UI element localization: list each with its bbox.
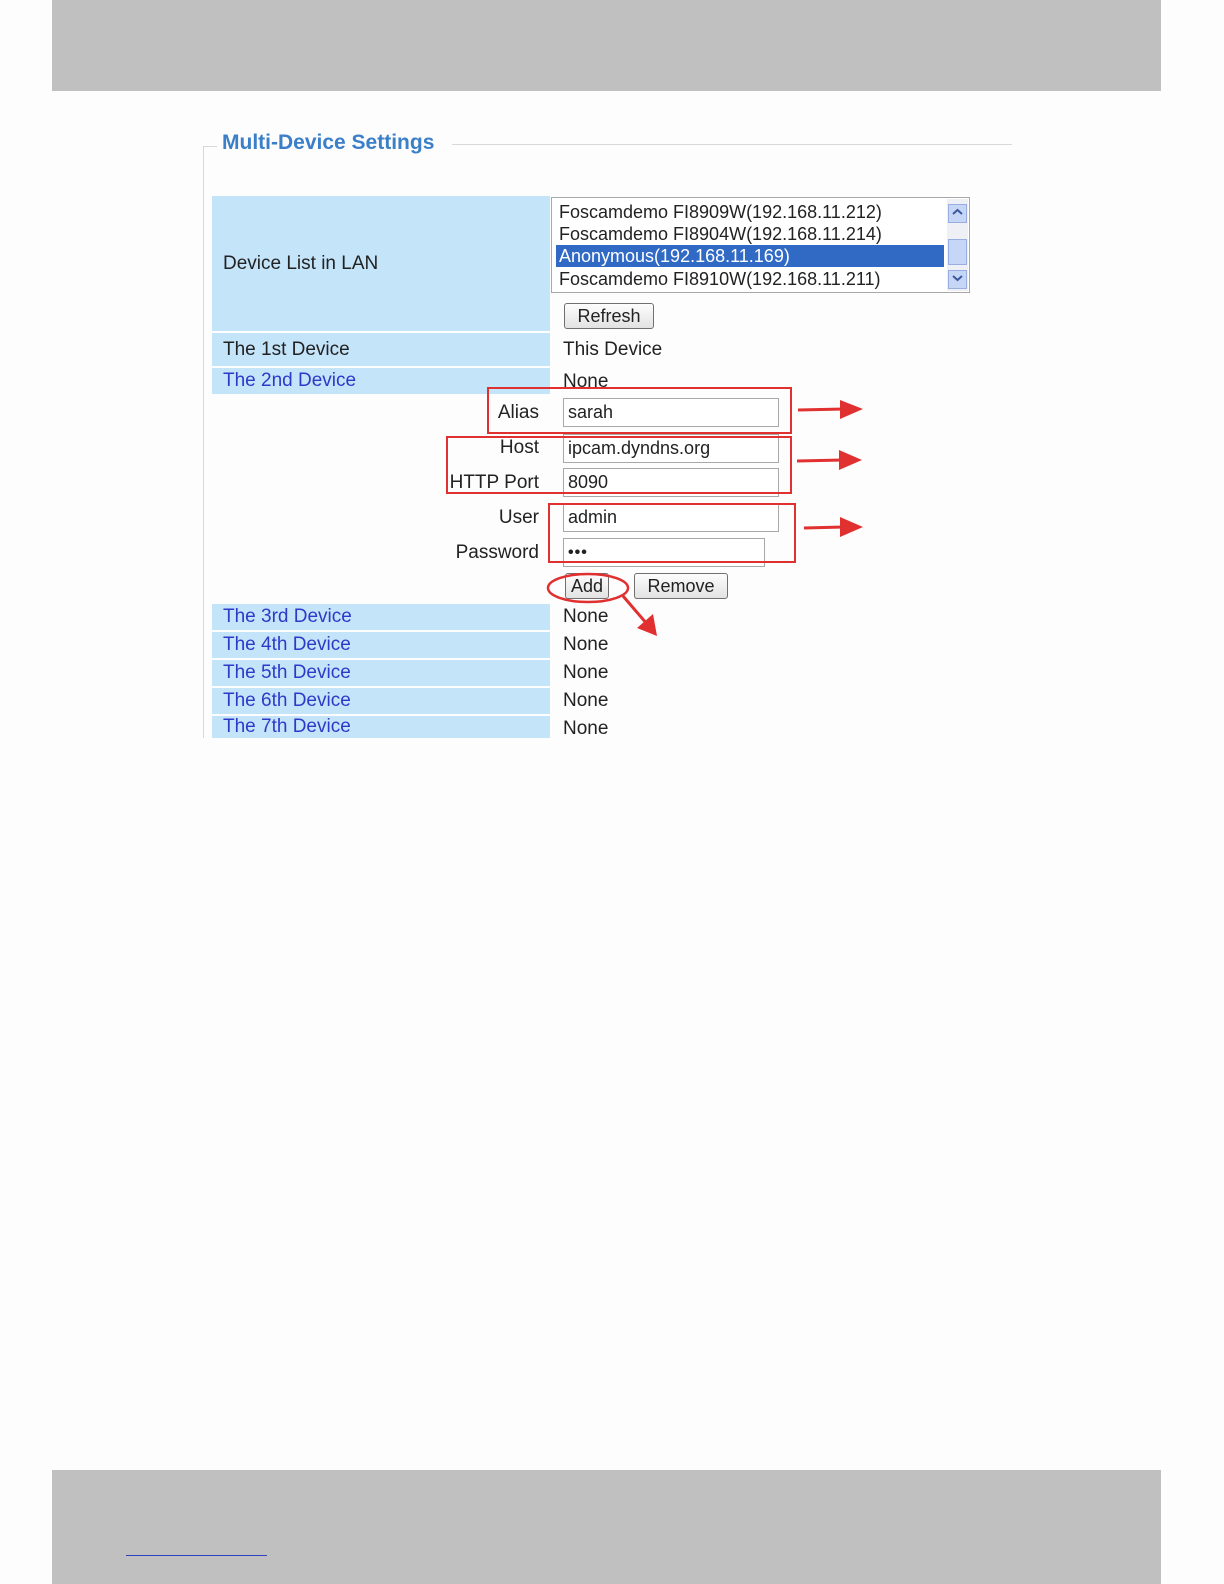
- scrollbar-thumb[interactable]: [948, 239, 967, 265]
- fieldset-border: [203, 146, 204, 738]
- page-header-band: [52, 0, 1161, 91]
- device-value-1: This Device: [563, 339, 663, 360]
- device-label-2[interactable]: The 2nd Device: [212, 368, 550, 394]
- device-listbox[interactable]: [551, 197, 970, 293]
- device-value-2: None: [563, 371, 609, 392]
- device-label-3[interactable]: The 3rd Device: [212, 604, 550, 630]
- device-label-4[interactable]: The 4th Device: [212, 632, 550, 658]
- annotation-circle-add: [545, 572, 665, 640]
- add-button[interactable]: Add: [565, 573, 609, 599]
- listbox-scrollbar[interactable]: [947, 199, 968, 291]
- http-port-input[interactable]: 8090: [563, 468, 779, 497]
- device-value-7: None: [563, 718, 609, 739]
- device-value-3: None: [563, 606, 609, 627]
- page-footer-band: [52, 1470, 1161, 1584]
- page-title: Multi-Device Settings: [222, 131, 435, 154]
- arrow-right-icon: [802, 515, 866, 539]
- arrow-right-icon: [796, 398, 866, 422]
- host-label: Host: [499, 437, 539, 458]
- device-label-7[interactable]: The 7th Device: [212, 716, 550, 738]
- list-item[interactable]: Foscamdemo FI8904W(192.168.11.214): [559, 224, 882, 244]
- list-item[interactable]: Foscamdemo FI8910W(192.168.11.211): [559, 269, 881, 289]
- scroll-down-icon[interactable]: [948, 270, 967, 289]
- refresh-button[interactable]: Refresh: [564, 303, 654, 329]
- arrow-right-icon: [795, 448, 865, 472]
- annotation-box-credentials: [548, 503, 796, 563]
- alias-input[interactable]: sarah: [563, 398, 779, 427]
- password-label: Password: [455, 542, 539, 563]
- footer-link-underline[interactable]: [126, 1554, 267, 1556]
- password-input[interactable]: •••: [563, 538, 765, 567]
- device-value-5: None: [563, 662, 609, 683]
- fieldset-border: [203, 146, 217, 147]
- device-label-6[interactable]: The 6th Device: [212, 688, 550, 714]
- annotation-box-alias: [487, 387, 792, 434]
- device-label-1: The 1st Device: [212, 333, 550, 366]
- user-input[interactable]: admin: [563, 503, 779, 532]
- device-value-6: None: [563, 690, 609, 711]
- alias-label: Alias: [497, 402, 539, 423]
- list-item-selected[interactable]: Anonymous(192.168.11.169): [556, 245, 944, 267]
- device-value-4: None: [563, 634, 609, 655]
- annotation-box-host-port: [446, 436, 792, 494]
- fieldset-border: [452, 144, 1012, 145]
- list-item[interactable]: Foscamdemo FI8909W(192.168.11.212): [559, 202, 882, 222]
- scroll-up-icon[interactable]: [948, 204, 967, 223]
- device-list-label: Device List in LAN: [212, 196, 550, 331]
- device-label-5[interactable]: The 5th Device: [212, 660, 550, 686]
- user-label: User: [498, 507, 539, 528]
- remove-button[interactable]: Remove: [634, 573, 728, 599]
- host-input[interactable]: ipcam.dyndns.org: [563, 434, 779, 463]
- http-port-label: HTTP Port: [449, 472, 539, 493]
